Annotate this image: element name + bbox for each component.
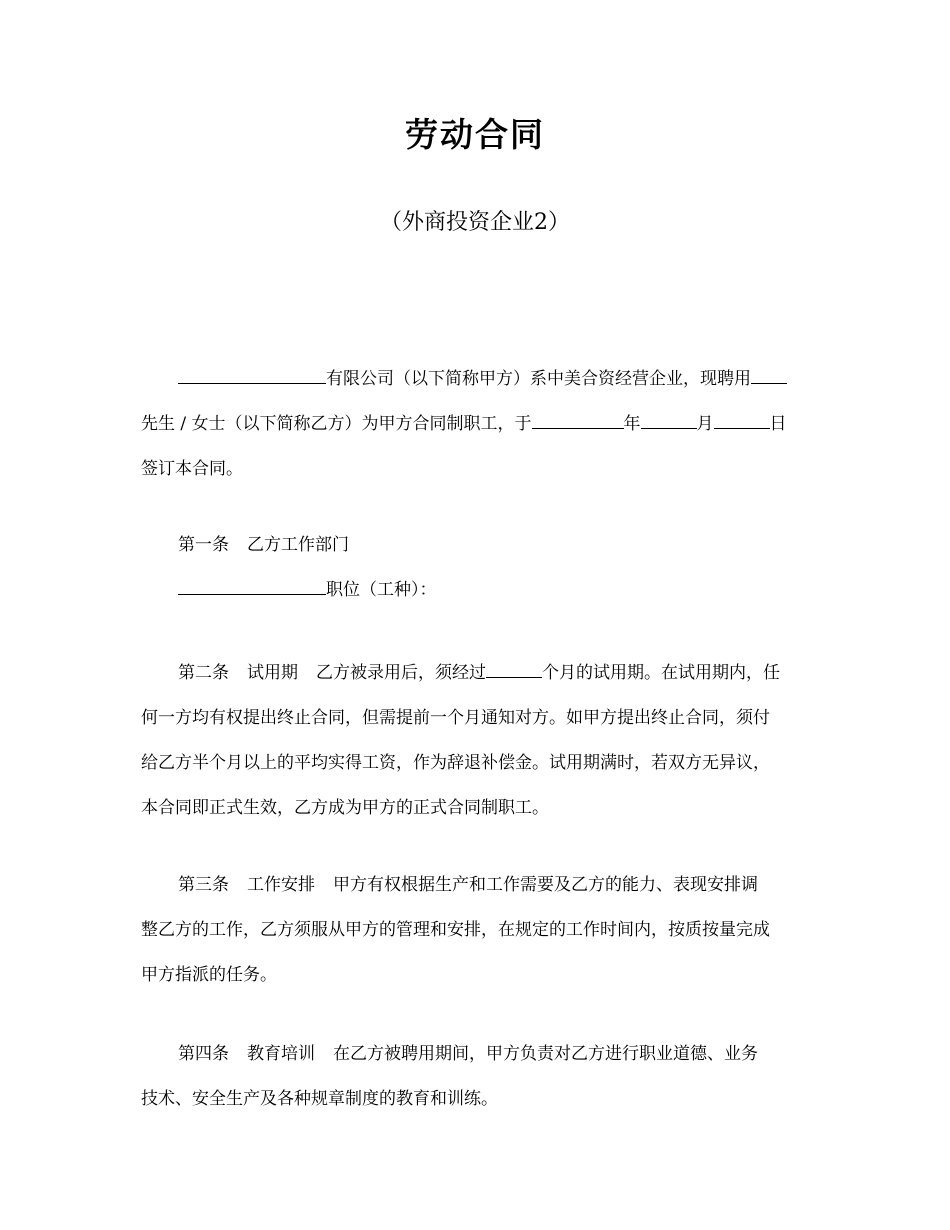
- intro-text: 有限公司（以下简称甲方）系中美合资经营企业，现聘用: [326, 369, 751, 389]
- article-heading: 第四条: [178, 1044, 229, 1064]
- article-2: [141, 651, 811, 831]
- intro-text: 签订本合同。: [141, 459, 243, 479]
- probation-months-blank: [486, 658, 542, 678]
- article-title: 教育培训: [247, 1044, 315, 1064]
- article-text: 何一方均有权提出终止合同，但需提前一个月通知对方。如甲方提出终止合同，须付: [141, 708, 770, 728]
- article-text: 在乙方被聘用期间，甲方负责对乙方进行职业道德、业务: [333, 1044, 758, 1064]
- article-4: [141, 1032, 811, 1122]
- article-title: 乙方工作部门: [247, 535, 349, 555]
- article-text: 甲方指派的任务。: [141, 965, 277, 985]
- document-title: 劳动合同: [405, 115, 545, 154]
- intro-text: 先生 / 女士（以下简称乙方）为甲方合同制职工，于: [141, 414, 532, 434]
- year-label: 年: [623, 414, 641, 434]
- article-text: 技术、安全生产及各种规章制度的教育和训练。: [141, 1089, 498, 1109]
- article-text: 给乙方半个月以上的平均实得工资，作为辞退补偿金。试用期满时，若双方无异议，: [141, 753, 770, 773]
- company-name-blank: [178, 364, 326, 384]
- article-1: [141, 523, 811, 613]
- month-blank: [641, 409, 697, 429]
- employee-name-blank: [751, 364, 787, 384]
- article-heading: 第二条: [178, 663, 229, 683]
- article-title: 试用期: [247, 663, 298, 683]
- article-text: 本合同即正式生效，乙方成为甲方的正式合同制职工。: [141, 798, 549, 818]
- article-3: [141, 863, 811, 998]
- day-label: 日: [769, 414, 787, 434]
- article-heading: 第一条: [178, 535, 229, 555]
- position-label: 职位（工种）：: [326, 580, 437, 600]
- article-text: 乙方被录用后，须经过: [316, 663, 486, 683]
- intro-paragraph: [141, 357, 811, 492]
- article-text: 个月的试用期。在试用期内，任: [542, 663, 780, 683]
- month-label: 月: [696, 414, 714, 434]
- day-blank: [714, 409, 770, 429]
- article-heading: 第三条: [178, 875, 229, 895]
- department-blank: [178, 575, 326, 595]
- document-subtitle: （外商投资企业2）: [380, 210, 570, 235]
- year-blank: [532, 409, 624, 429]
- article-title: 工作安排: [247, 875, 315, 895]
- article-text: 甲方有权根据生产和工作需要及乙方的能力、表现安排调: [333, 875, 758, 895]
- article-text: 整乙方的工作，乙方须服从甲方的管理和安排，在规定的工作时间内，按质按量完成: [141, 920, 770, 940]
